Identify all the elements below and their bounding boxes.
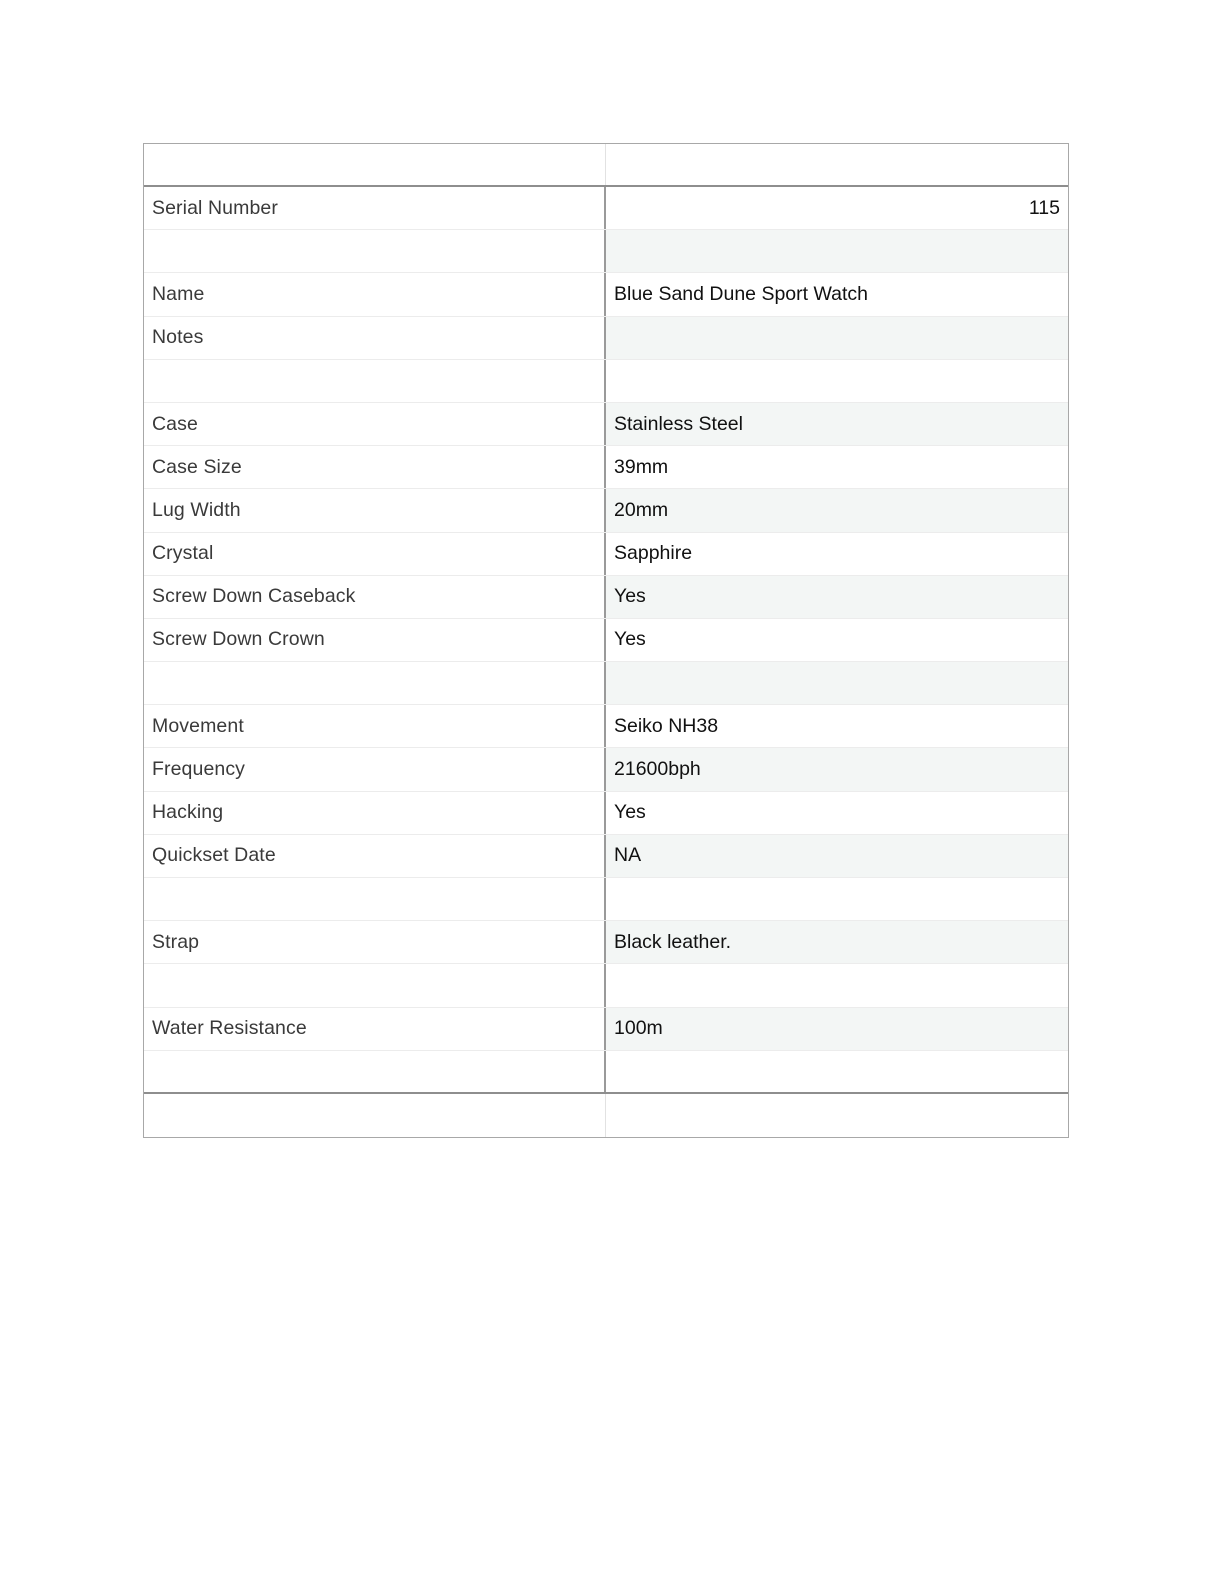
table-row-crystal (144, 533, 1068, 576)
table-row-movement (144, 705, 1068, 748)
row-label[interactable]: Case Size (144, 446, 606, 488)
row-label[interactable]: Water Resistance (144, 1008, 606, 1050)
row-value[interactable]: Seiko NH38 (614, 714, 719, 737)
row-label[interactable]: Screw Down Crown (144, 619, 606, 661)
row-value[interactable]: Yes (606, 576, 1068, 618)
row-label[interactable]: Crystal (144, 533, 606, 575)
table-row-blank (144, 964, 1068, 1007)
row-label[interactable]: Movement (144, 705, 606, 747)
row-value[interactable]: 100m (606, 1008, 1068, 1050)
table-row-hacking (144, 792, 1068, 835)
table-header-row (144, 144, 1068, 187)
table-footer-row (144, 1094, 1068, 1137)
row-value[interactable]: 21600bph (606, 748, 1068, 790)
footer-cell-value[interactable] (606, 1094, 1068, 1137)
row-value[interactable]: Yes (614, 801, 646, 824)
row-label[interactable]: Frequency (144, 748, 606, 790)
row-value[interactable]: Blue Sand Dune Sport Watch (614, 282, 869, 305)
row-label[interactable]: Name (144, 273, 606, 315)
table-row-frequency (144, 748, 1068, 791)
row-label[interactable]: Quickset Date (144, 835, 606, 877)
row-value[interactable] (606, 230, 1068, 272)
table-row-blank (144, 230, 1068, 273)
row-label[interactable]: Lug Width (144, 489, 606, 531)
table-row-quickset-date (144, 835, 1068, 878)
table-row-blank (144, 360, 1068, 403)
row-value[interactable]: Sapphire (614, 542, 693, 565)
header-cell-value[interactable] (606, 144, 1068, 185)
header-cell-label[interactable] (144, 144, 606, 185)
row-label[interactable] (144, 360, 606, 402)
row-label[interactable] (144, 230, 606, 272)
row-label[interactable]: Case (144, 403, 606, 445)
table-row-name (144, 273, 1068, 316)
table-row-strap (144, 921, 1068, 964)
row-label[interactable]: Hacking (144, 792, 606, 834)
footer-cell-label[interactable] (144, 1094, 606, 1137)
row-label[interactable]: Notes (144, 317, 606, 359)
row-value[interactable]: NA (606, 835, 1068, 877)
row-value[interactable]: 115 (1028, 196, 1060, 219)
table-row-case (144, 403, 1068, 446)
row-label[interactable]: Strap (144, 921, 606, 963)
row-label[interactable] (144, 964, 606, 1006)
row-value[interactable]: Yes (614, 628, 646, 651)
table-row-screw-down-caseback (144, 576, 1068, 619)
table-row-blank (144, 878, 1068, 921)
table-row-water-resistance (144, 1008, 1068, 1051)
row-label[interactable] (144, 878, 606, 920)
spec-table (143, 143, 1069, 1138)
row-value[interactable] (606, 964, 1068, 1006)
row-label[interactable] (144, 662, 606, 704)
row-label[interactable] (144, 1051, 606, 1092)
table-row-serial-number (144, 187, 1068, 230)
table-row-blank (144, 1051, 1068, 1094)
table-row-screw-down-crown (144, 619, 1068, 662)
row-value[interactable]: Stainless Steel (606, 403, 1068, 445)
table-row-notes (144, 317, 1068, 360)
row-value[interactable]: 39mm (614, 455, 669, 478)
row-label[interactable]: Serial Number (144, 187, 606, 229)
row-value[interactable] (606, 317, 1068, 359)
row-label[interactable]: Screw Down Caseback (144, 576, 606, 618)
row-value[interactable] (606, 662, 1068, 704)
row-value[interactable]: 20mm (606, 489, 1068, 531)
table-row-case-size (144, 446, 1068, 489)
row-value[interactable] (606, 1051, 1068, 1092)
table-row-lug-width (144, 489, 1068, 532)
row-value[interactable] (606, 878, 1068, 920)
row-value[interactable]: Black leather. (606, 921, 1068, 963)
row-value[interactable] (606, 360, 1068, 402)
table-row-blank (144, 662, 1068, 705)
